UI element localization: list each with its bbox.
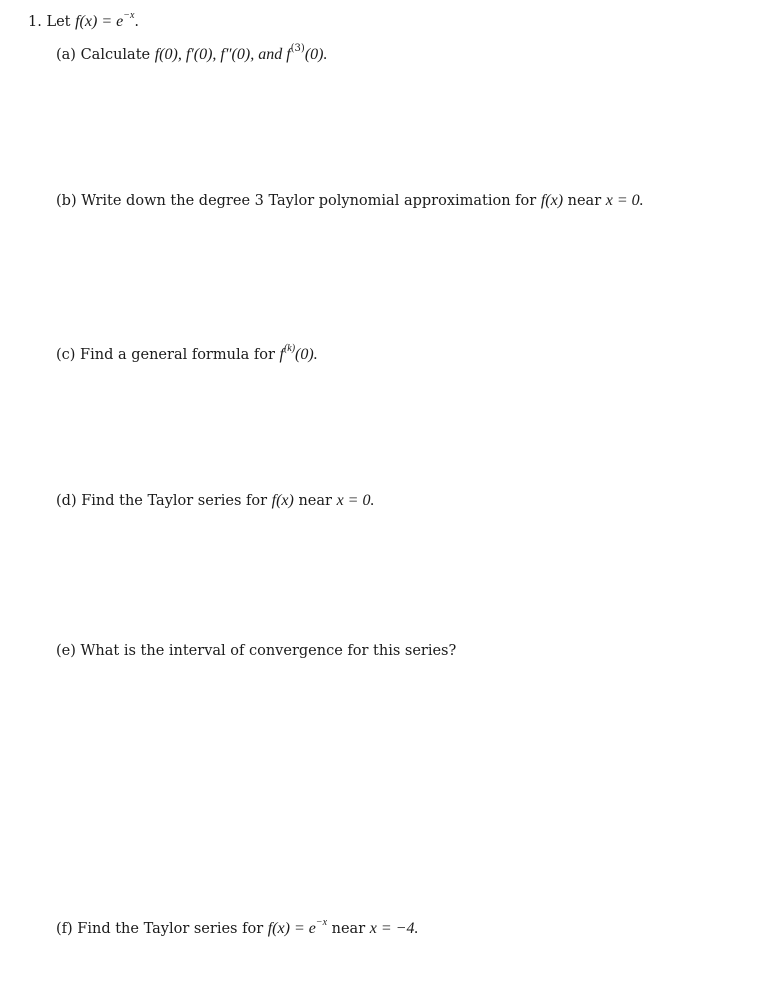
part-f-superscript: −x (315, 917, 328, 928)
part-f-math2: x = −4. (369, 919, 419, 937)
part-b-math2: x = 0. (605, 192, 644, 209)
part-f-text2: near (331, 920, 366, 937)
part-c-math-end: (0). (295, 345, 318, 363)
part-a-superscript: (3) (290, 43, 305, 54)
part-e (56, 641, 456, 661)
part-a-math: f(0), f′(0), f″(0), and f (154, 45, 291, 63)
part-c-math: f (279, 345, 284, 363)
part-a (56, 41, 327, 65)
part-a-label: (a) (56, 46, 76, 63)
part-d-math2: x = 0. (336, 492, 375, 509)
part-a-text: Calculate (80, 46, 151, 63)
part-b-text: Write down the degree 3 Taylor polynomial approximation for (81, 193, 537, 209)
part-c-superscript: (k) (283, 343, 296, 354)
part-e-label: (e) (56, 643, 76, 659)
problem-intro-text: Let (46, 13, 71, 30)
part-f-math: f(x) = e (267, 919, 316, 937)
part-d-label: (d) (56, 493, 77, 509)
function-definition: f(x) = e (75, 12, 124, 30)
part-f-text: Find the Taylor series for (77, 920, 264, 937)
part-c-text: Find a general formula for (80, 346, 275, 363)
problem-statement (28, 8, 139, 32)
part-b (56, 191, 644, 211)
part-f-label: (f) (56, 920, 73, 937)
part-d (56, 491, 374, 511)
part-c (56, 341, 318, 365)
part-c-label: (c) (56, 346, 76, 363)
part-e-text: What is the interval of convergence for this series? (80, 643, 457, 659)
part-f (56, 915, 418, 939)
part-d-math: f(x) (271, 492, 294, 509)
part-b-label: (b) (56, 193, 77, 209)
part-d-text2: near (298, 493, 332, 509)
part-a-math-end: (0). (304, 45, 328, 63)
problem-number: 1. (28, 13, 42, 30)
part-b-math: f(x) (540, 192, 564, 209)
part-b-text2: near (567, 193, 602, 209)
problem-intro-end: . (134, 13, 140, 30)
part-d-text: Find the Taylor series for (81, 493, 268, 509)
function-exponent: −x (123, 10, 135, 21)
